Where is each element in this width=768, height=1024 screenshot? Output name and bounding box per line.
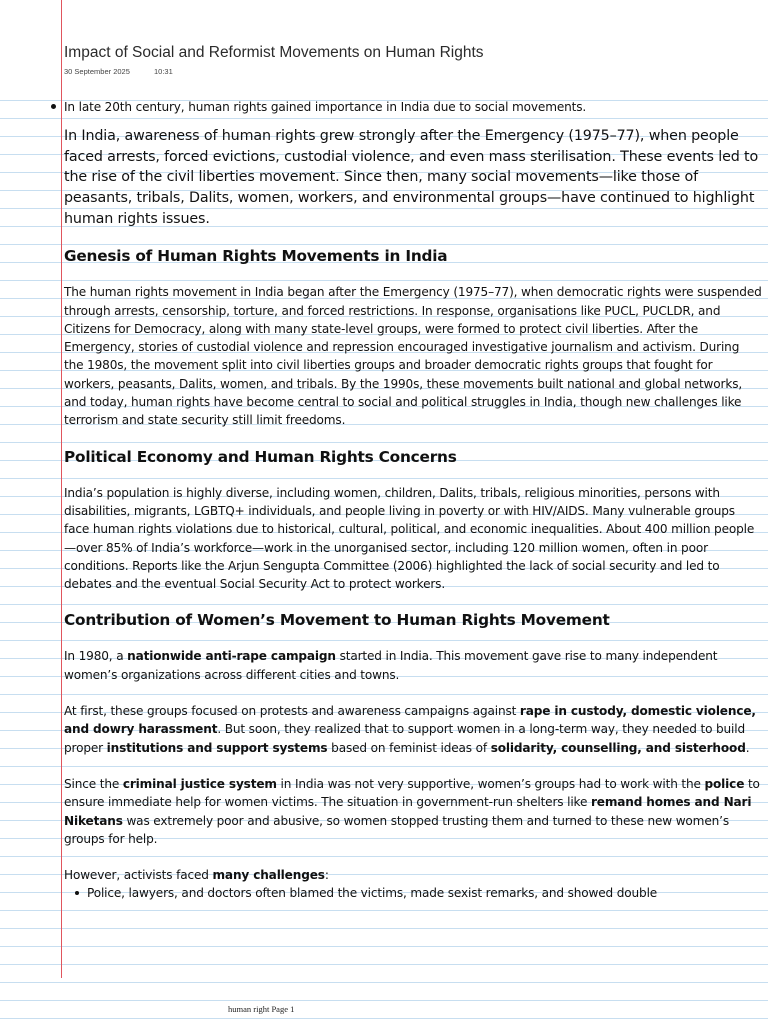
womens-paragraph-4: However, activists faced many challenges: xyxy=(64,868,329,883)
intro-paragraph: In India, awareness of human rights grew strongly after the Emergency (1975–77), when people faced arrests, forced evictions, custodial violence, and even mass sterilisation. These events led to the rise of the civil liberties movement. Since then, many social movements—like those of peasants, tribals, Dalits, women, workers, and environmental groups—have continued to highlight human rights issues. xyxy=(64,128,759,227)
page-meta xyxy=(64,67,173,76)
page-title: Impact of Social and Reformist Movements on Human Rights xyxy=(64,44,484,61)
list-item: Police, lawyers, and doctors often blamed the victims, made sexist remarks, and showed double xyxy=(87,884,762,902)
intro-bullet: In late 20th century, human rights gained importance in India due to social movements. xyxy=(64,98,762,116)
womens-paragraph-2: At first, these groups focused on protests and awareness campaigns against rape in custody, domestic violence, and dowry harassment. But soon, they realized that to support women in a long-term way, they needed to build proper institutions and support systems based on feminist ideas of solidarity, counselling, and sisterhood. xyxy=(64,704,756,755)
margin-line xyxy=(61,0,62,978)
section-heading-womens-movement: Contribution of Women’s Movement to Human Rights Movement xyxy=(64,611,610,630)
section-paragraph-political-economy: India’s population is highly diverse, including women, children, Dalits, tribals, religious minorities, persons with disabilities, migrants, LGBTQ+ individuals, and people living in poverty or with HIV/AIDS. Many vulnerable groups face human rights violations due to historical, cultural, political, and economic inequalities. About 400 million people—over 85% of India’s workforce—work in the unorganised sector, including 120 million women, often in poor conditions. Reports like the Arjun Sengupta Committee (2006) highlighted the lack of social security and led to debates and the eventual Social Security Act to protect workers. xyxy=(64,485,755,592)
section-heading-political-economy: Political Economy and Human Rights Concerns xyxy=(64,447,457,466)
page-footer: human right Page 1 xyxy=(228,1004,295,1014)
womens-paragraph-3: Since the criminal justice system in India was not very supportive, women’s groups had to work with the police to ensure immediate help for women victims. The situation in government-run shelters like remand homes and Nari Niketans was extremely poor and abusive, so women stopped trusting them and turned to these new women’s groups for help. xyxy=(64,776,760,846)
challenges-list xyxy=(64,884,762,902)
page-date: 30 September 2025 xyxy=(64,67,130,76)
section-paragraph-genesis: The human rights movement in India began after the Emergency (1975–77), when democratic rights were suspended through arrests, censorship, torture, and forced restrictions. In response, organisations like PUCL, PUCLDR, and Citizens for Democracy, along with many state-level groups, were formed to protect civil liberties. After the Emergency, stories of custodial violence and repression encouraged investigative journalism and activism. During the 1980s, the movement split into civil liberties groups and broader democratic rights groups that fought for workers, peasants, Dalits, women, and tribals. By the 1990s, these movements built national and global networks, and today, human rights have become central to social and political struggles in India, though new challenges like terrorism and state security still limit freedoms. xyxy=(64,285,762,428)
note-content[interactable] xyxy=(64,98,762,903)
section-heading-genesis: Genesis of Human Rights Movements in India xyxy=(64,247,448,266)
page-time: 10:31 xyxy=(153,67,173,76)
womens-paragraph-1: In 1980, a nationwide anti-rape campaign started in India. This movement gave rise to many independent women’s organizations across different cities and towns. xyxy=(64,649,718,682)
